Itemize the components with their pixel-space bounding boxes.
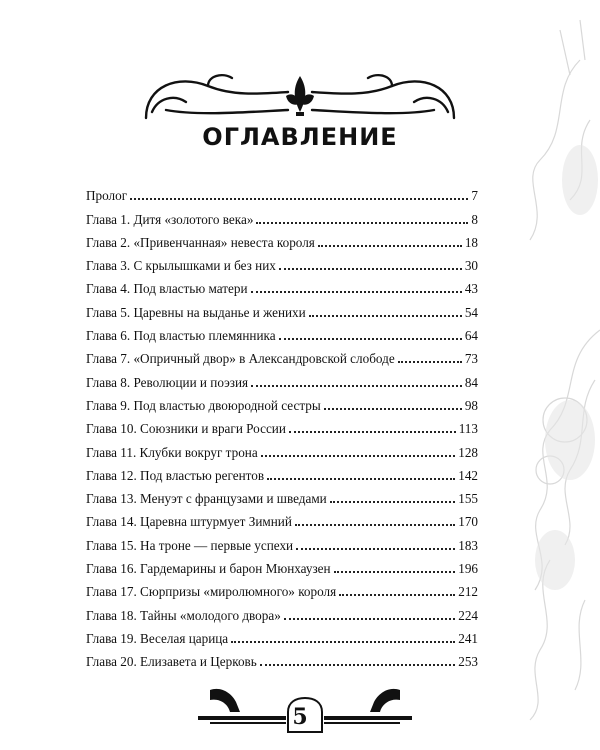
toc-leader-dots: [256, 221, 468, 224]
toc-entry-page: 7: [471, 188, 478, 204]
toc-entry-title: Глава 5. Царевны на выданье и женихи: [86, 304, 306, 320]
toc-entry-title: Глава 3. С крылышками и без них: [86, 258, 276, 274]
toc-entry-title: Глава 4. Под властью матери: [86, 281, 248, 297]
toc-entry: [86, 460, 478, 483]
toc-leader-dots: [261, 454, 456, 457]
toc-entry-title: Глава 18. Тайны «молодого двора»: [86, 607, 281, 623]
toc-entry: [86, 180, 478, 203]
toc-leader-dots: [334, 570, 456, 573]
toc-leader-dots: [260, 663, 455, 666]
toc-entry-title: Глава 9. Под властью двоюродной сестры: [86, 397, 321, 413]
toc-leader-dots: [289, 430, 456, 433]
toc-entry-page: 253: [458, 654, 478, 670]
toc-leader-dots: [398, 360, 462, 363]
toc-entry: [86, 436, 478, 459]
toc-entry-page: 196: [458, 561, 478, 577]
toc-entry-page: 142: [458, 467, 478, 483]
toc-entry: [86, 390, 478, 413]
toc-leader-dots: [251, 384, 462, 387]
toc-entry-title: Пролог: [86, 188, 128, 204]
toc-entry: [86, 273, 478, 296]
toc-entry: [86, 413, 478, 436]
toc-entry-page: 183: [458, 537, 478, 553]
toc-entry-title: Глава 8. Революции и поэзия: [86, 374, 249, 390]
toc-leader-dots: [279, 267, 462, 270]
toc-entry: [86, 576, 478, 599]
toc-leader-dots: [324, 407, 462, 410]
toc-entry-title: Глава 19. Веселая царица: [86, 630, 229, 646]
toc-entry: [86, 529, 478, 552]
toc-entry-page: 8: [471, 211, 478, 227]
toc-entry-page: 170: [458, 514, 478, 530]
toc-entry: [86, 646, 478, 669]
toc-leader-dots: [339, 593, 455, 596]
toc-entry-page: 84: [464, 374, 478, 390]
toc-entry-title: Глава 15. На троне — первые успехи: [86, 537, 294, 553]
toc-entry: [86, 506, 478, 529]
toc-entry-page: 18: [464, 234, 478, 250]
toc-entry-page: 98: [464, 397, 478, 413]
toc-entry-title: Глава 10. Союзники и враги России: [86, 421, 286, 437]
toc-entry: [86, 203, 478, 226]
toc-entry-title: Глава 12. Под властью регентов: [86, 467, 265, 483]
toc-leader-dots: [279, 337, 462, 340]
toc-entry-title: Глава 6. Под властью племянника: [86, 328, 276, 344]
toc-entry: [86, 320, 478, 343]
toc-entry: [86, 343, 478, 366]
toc-entry-title: Глава 14. Царевна штурмует Зимний: [86, 514, 292, 530]
toc-leader-dots: [267, 477, 455, 480]
toc-entry: [86, 553, 478, 576]
page-number: 5: [292, 704, 308, 730]
toc-entry-title: Глава 13. Менуэт с французами и шведами: [86, 491, 327, 507]
toc-entry: [86, 366, 478, 389]
toc-leader-dots: [130, 197, 468, 200]
toc-entry-page: 64: [464, 328, 478, 344]
toc-leader-dots: [284, 617, 455, 620]
toc-entry-title: Глава 7. «Опричный двор» в Александровской слободе: [86, 351, 395, 367]
toc-entry-page: 43: [464, 281, 478, 297]
top-ornament: [138, 66, 462, 128]
toc-entry: [86, 483, 478, 506]
toc-leader-dots: [296, 547, 455, 550]
toc-entry-page: 113: [458, 421, 478, 437]
toc-entry: [86, 296, 478, 319]
page-title: ОГЛАВЛЕНИЕ: [202, 123, 398, 151]
toc-entry-title: Глава 11. Клубки вокруг трона: [86, 444, 258, 460]
toc-entry-page: 241: [458, 630, 478, 646]
toc-entry-page: 212: [458, 584, 478, 600]
table-of-contents: [86, 180, 478, 669]
toc-entry: [86, 227, 478, 250]
toc-leader-dots: [309, 314, 462, 317]
toc-leader-dots: [295, 523, 455, 526]
toc-entry-page: 224: [458, 607, 478, 623]
toc-leader-dots: [251, 290, 462, 293]
toc-leader-dots: [318, 244, 462, 247]
toc-entry-title: Глава 2. «Привенчанная» невеста короля: [86, 234, 315, 250]
toc-entry-title: Глава 17. Сюрпризы «миролюмного» короля: [86, 584, 337, 600]
toc-leader-dots: [330, 500, 455, 503]
toc-entry: [86, 623, 478, 646]
toc-entry: [86, 250, 478, 273]
toc-entry-page: 30: [464, 258, 478, 274]
toc-entry-title: Глава 16. Гардемарины и барон Мюнхаузен: [86, 561, 331, 577]
toc-entry: [86, 599, 478, 622]
toc-entry-title: Глава 1. Дитя «золотого века»: [86, 211, 254, 227]
toc-entry-page: 155: [458, 491, 478, 507]
toc-entry-page: 73: [464, 351, 478, 367]
toc-entry-title: Глава 20. Елизавета и Церковь: [86, 654, 257, 670]
toc-entry-page: 128: [458, 444, 478, 460]
toc-leader-dots: [231, 640, 455, 643]
toc-entry-page: 54: [464, 304, 478, 320]
